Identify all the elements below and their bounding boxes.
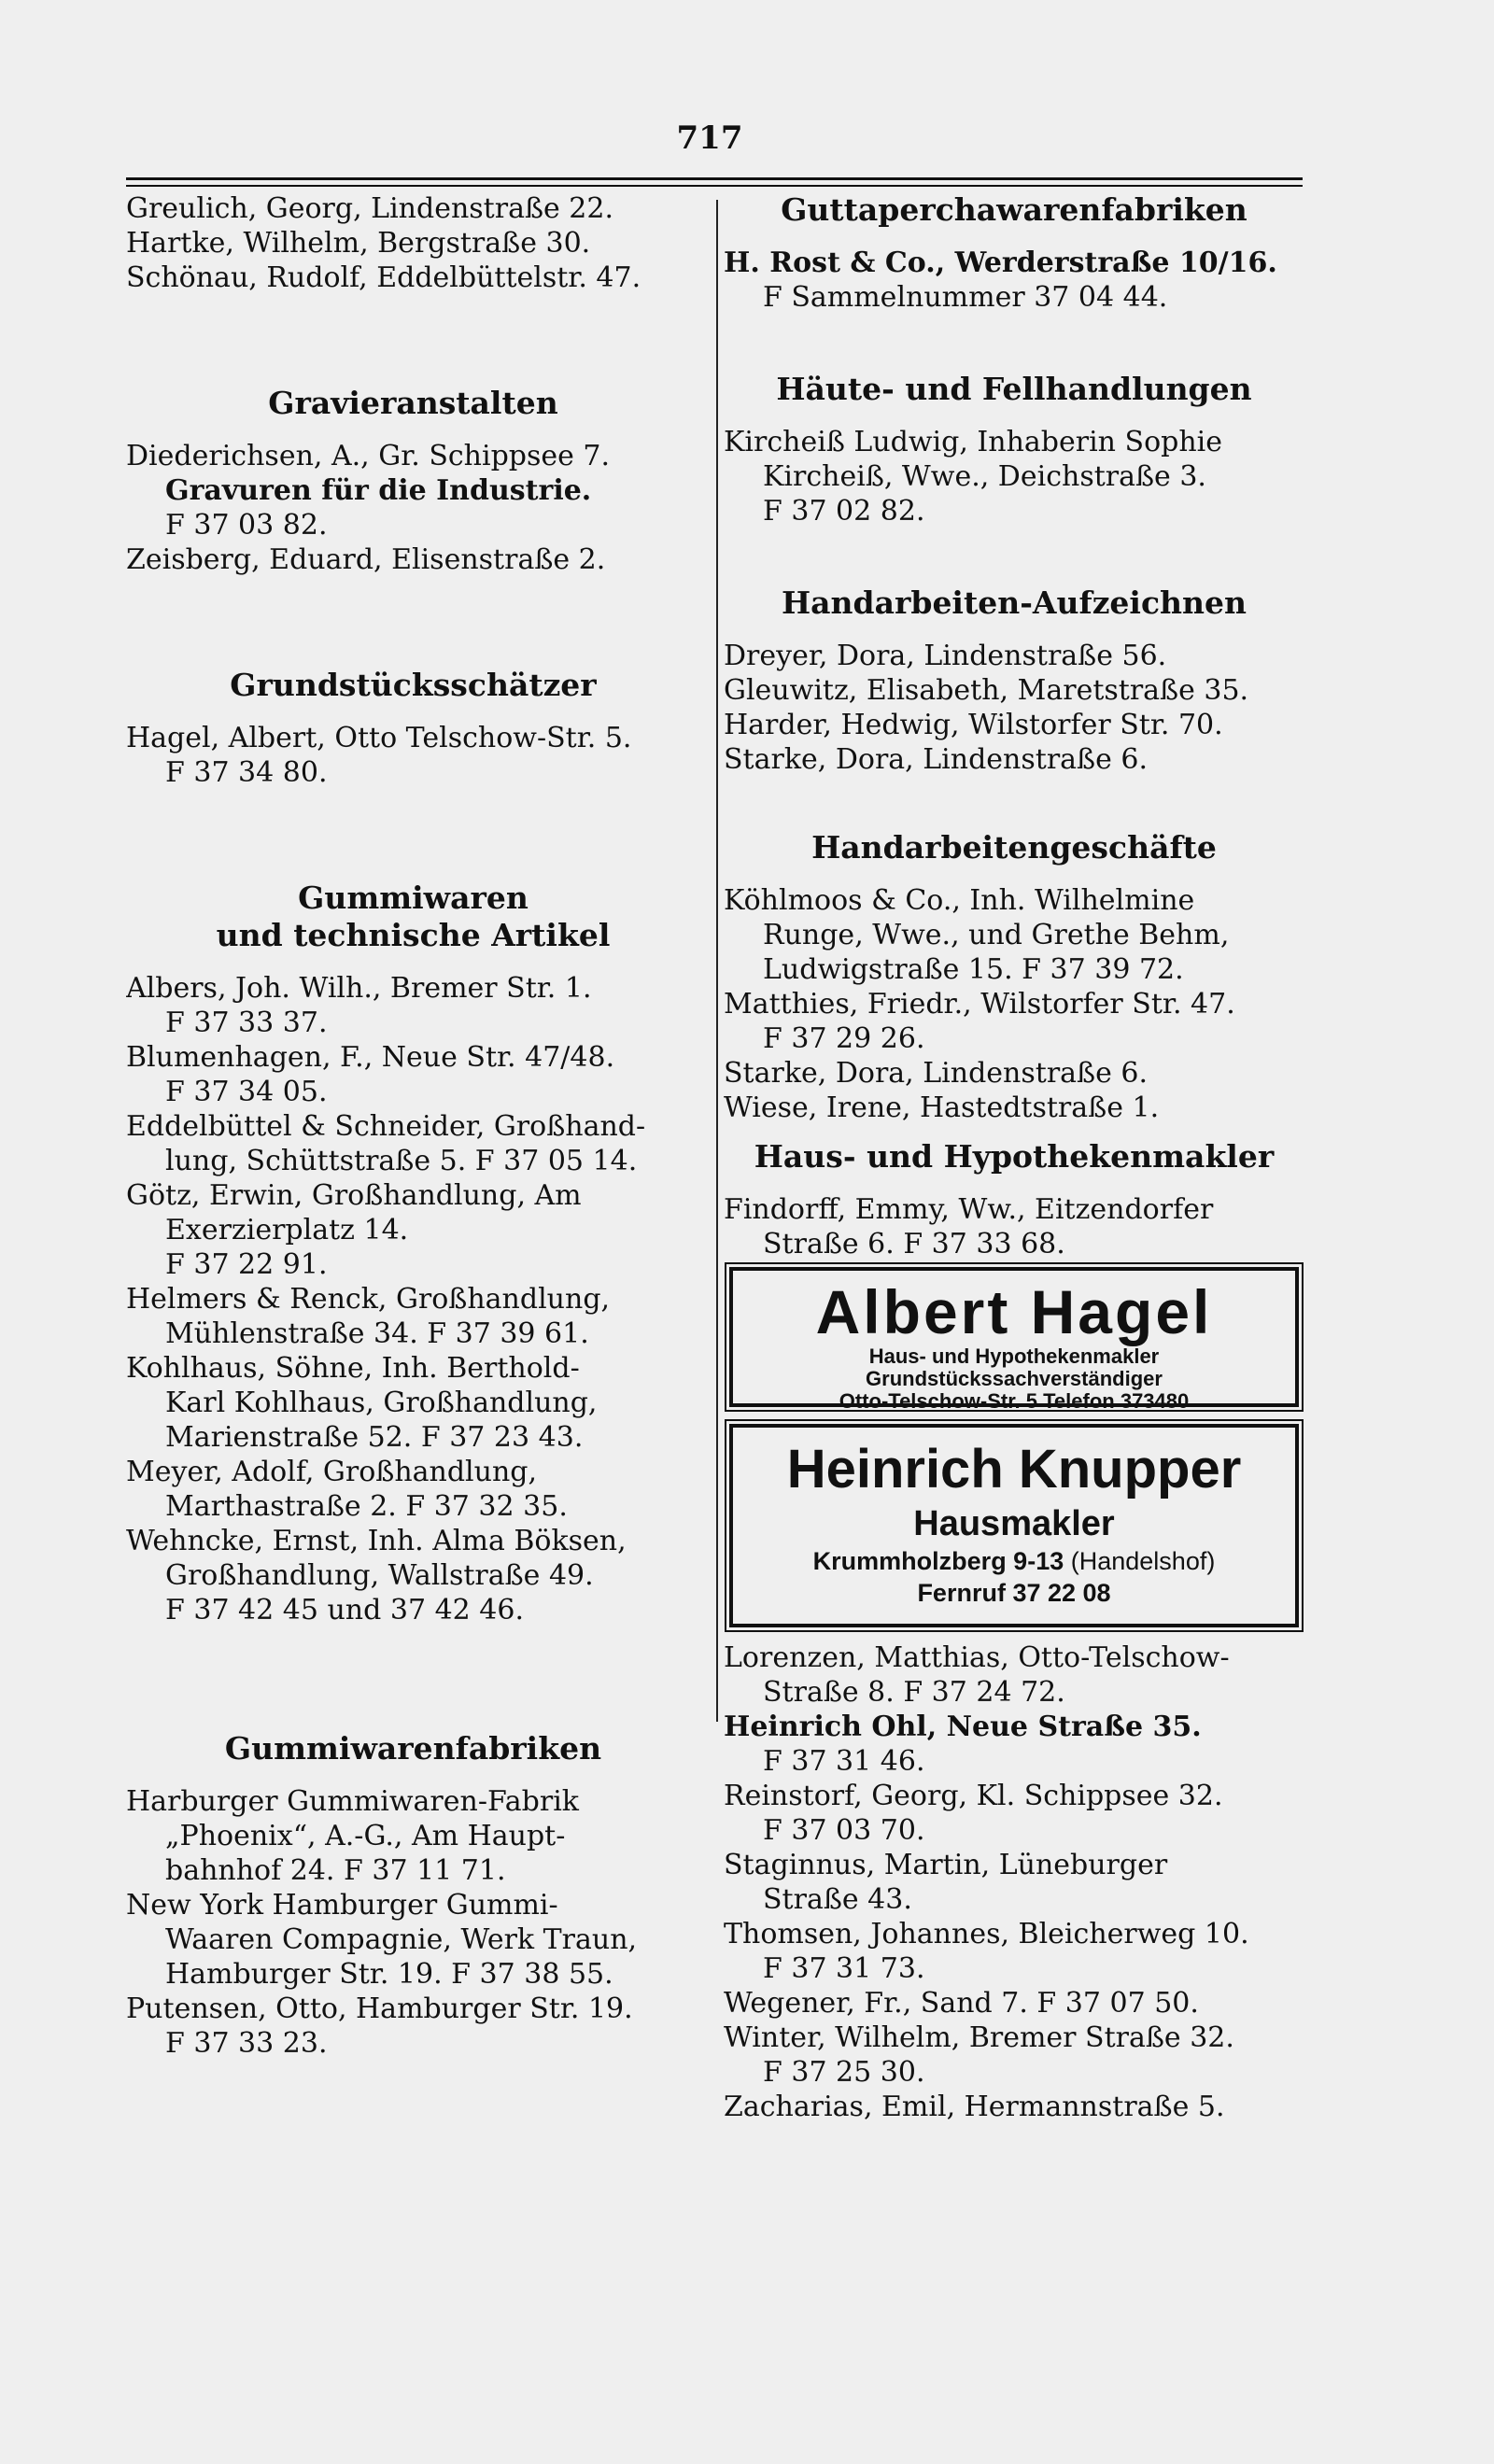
directory-entry [724,639,1304,673]
section-s2 [126,667,700,790]
section-s4 [126,1730,700,2061]
advert-name: Heinrich Knupper [786,1439,1242,1500]
entry-line: Mühlenstraße 34. F 37 39 61. [165,1317,589,1350]
entry-line: Albers, Joh. Wilh., Bremer Str. 1. [126,972,592,1005]
directory-entry [126,260,700,295]
entry-line: Helmers & Renck, Großhandlung, [126,1283,611,1316]
directory-entry [724,673,1304,708]
directory-entry [724,1848,1304,1917]
section-title: Häute- und Fellhandlungen [776,371,1252,407]
section-title: Haus- und Hypothekenmakler [754,1138,1275,1175]
entry-line: F Sammelnummer 37 04 44. [763,281,1168,314]
directory-entry [724,2020,1304,2090]
entry-line: Runge, Wwe., und Grethe Behm, [763,919,1230,951]
entry-line: Diederichsen, A., Gr. Schippsee 7. [126,440,611,472]
directory-entry [724,1779,1304,1848]
entry-line: Wiese, Irene, Hastedtstraße 1. [724,1091,1160,1124]
directory-entry [126,191,700,226]
directory-entry [724,1710,1304,1779]
header-rule-thin [126,185,1303,187]
section-r3 [724,829,1304,1125]
entry-line: Heinrich Ohl, Neue Straße 35. [724,1711,1202,1743]
directory-entry [724,1917,1304,1986]
entry-line: Hamburger Str. 19. F 37 38 55. [165,1958,613,1991]
advert-address-note: (Handelshof) [1070,1547,1216,1575]
entry-line: Zacharias, Emil, Hermannstraße 5. [724,2091,1225,2123]
entry-line: Findorff, Emmy, Ww., Eitzendorfer [724,1193,1214,1226]
section-r1 [724,371,1304,528]
entry-line: Meyer, Adolf, Großhandlung, [126,1456,538,1488]
directory-entry [126,226,700,260]
entry-line: Harder, Hedwig, Wilstorfer Str. 70. [724,709,1223,741]
entry-line: F 37 02 82. [763,495,925,528]
advert-phone-line [733,1577,1295,1609]
directory-entry [126,1040,700,1109]
advert-line: Haus- und Hypothekenmakler [868,1345,1160,1368]
entry-line: F 37 42 45 und 37 42 46. [165,1594,524,1626]
directory-entry [126,1282,700,1351]
directory-entry [126,721,700,790]
entry-line: Lorenzen, Matthias, Otto-Telschow- [724,1641,1230,1674]
entry-line: Kohlhaus, Söhne, Inh. Berthold- [126,1352,580,1385]
entry-line: F 37 29 26. [763,1022,925,1055]
entry-line: Kircheiß Ludwig, Inhaberin Sophie [724,426,1223,458]
entry-line: lung, Schüttstraße 5. F 37 05 14. [165,1145,638,1177]
entry-line: Staginnus, Martin, Lüneburger [724,1849,1168,1881]
directory-entry [724,1056,1304,1091]
directory-entry [126,1992,700,2061]
entry-line: Eddelbüttel & Schneider, Großhand- [126,1110,646,1143]
right-column-bottom [724,1640,1304,2124]
section-r2 [724,584,1304,777]
entry-line: Starke, Dora, Lindenstraße 6. [724,743,1148,776]
entry-line: Marthastraße 2. F 37 32 35. [165,1490,568,1523]
entry-line: Straße 8. F 37 24 72. [763,1676,1065,1709]
advert-phone: Fernruf 37 22 08 [917,1579,1111,1607]
entry-line: Matthies, Friedr., Wilstorfer Str. 47. [724,988,1235,1021]
page-number: 717 [676,120,743,157]
section-s0 [126,191,700,295]
directory-entry [126,1524,700,1627]
directory-entry [724,1091,1304,1125]
left-column [126,191,700,2061]
advert-heinrich-knupper [729,1424,1299,1627]
entry-line: Köhlmoos & Co., Inh. Wilhelmine [724,884,1195,917]
advert-address: Krummholzberg 9-13 [812,1547,1064,1575]
section-title: Handarbeitengeschäfte [811,829,1217,866]
entry-line: Greulich, Georg, Lindenstraße 22. [126,192,613,225]
section-title: Grundstücksschätzer [230,667,597,703]
entry-line: Thomsen, Johannes, Bleicherweg 10. [724,1918,1249,1950]
entry-line: Wegener, Fr., Sand 7. F 37 07 50. [724,1987,1199,2020]
section-r0 [724,191,1304,315]
section-title: Handarbeiten-Aufzeichnen [781,584,1247,621]
entry-line: F 37 31 46. [763,1745,925,1778]
entry-line: Waaren Compagnie, Werk Traun, [165,1923,638,1956]
entry-line: New York Hamburger Gummi- [126,1889,558,1922]
column-divider [716,200,718,1722]
entry-line: Gleuwitz, Elisabeth, Maretstraße 35. [724,674,1249,707]
entry-line: Harburger Gummiwaren-Fabrik [126,1785,579,1818]
entry-line: F 37 03 70. [763,1814,925,1847]
directory-entry [126,439,700,542]
entry-line: Zeisberg, Eduard, Elisenstraße 2. [126,543,606,576]
advert-name: Albert Hagel [815,1277,1213,1346]
advert-line: Hausmakler [913,1504,1115,1543]
advert-line: Grundstückssachverständiger [866,1367,1163,1390]
directory-entry [724,246,1304,315]
entry-line: Schönau, Rudolf, Eddelbüttelstr. 47. [126,261,641,294]
entry-line: Starke, Dora, Lindenstraße 6. [724,1057,1148,1090]
directory-entry [724,425,1304,528]
advert-address-line [733,1545,1295,1577]
entry-line: F 37 33 23. [165,2027,328,2060]
directory-entry [724,1192,1304,1261]
entry-line: bahnhof 24. F 37 11 71. [165,1854,506,1887]
section-title: Guttaperchawarenfabriken [781,191,1247,228]
section-title: Gummiwaren und technische Artikel [216,880,611,953]
entry-line: Hartke, Wilhelm, Bergstraße 30. [126,227,591,260]
directory-entry [724,708,1304,742]
entry-line: Dreyer, Dora, Lindenstraße 56. [724,640,1167,672]
section-s1 [126,385,700,577]
entry-line: F 37 34 80. [165,756,328,789]
right-column [724,191,1304,2124]
directory-entry [126,1351,700,1455]
entry-line: Wehncke, Ernst, Inh. Alma Böksen, [126,1525,627,1557]
entry-line: „Phoenix“, A.-G., Am Haupt- [165,1820,566,1852]
directory-entry [126,542,700,577]
directory-entry [724,987,1304,1056]
entry-line: Marienstraße 52. F 37 23 43. [165,1421,584,1454]
directory-entry [126,1784,700,1888]
section-r4 [724,1138,1304,1261]
directory-entry [724,742,1304,777]
entry-line: Großhandlung, Wallstraße 49. [165,1559,594,1592]
entry-line: H. Rost & Co., Werderstraße 10/16. [724,246,1277,279]
entry-line: Blumenhagen, F., Neue Str. 47/48. [126,1041,615,1074]
advert-line: Otto-Telschow-Str. 5 Telefon 373480 [839,1389,1190,1413]
section-title: Gravieranstalten [268,385,558,421]
directory-entry [724,1640,1304,1710]
entry-line: F 37 33 37. [165,1007,328,1039]
directory-entry [126,971,700,1040]
directory-entry [126,1109,700,1178]
advert-albert-hagel [729,1267,1299,1413]
entry-line: F 37 25 30. [763,2056,925,2089]
entry-line: Putensen, Otto, Hamburger Str. 19. [126,1992,633,2025]
entry-line: Winter, Wilhelm, Bremer Straße 32. [724,2021,1234,2054]
entry-line: Kircheiß, Wwe., Deichstraße 3. [763,460,1206,493]
directory-entry [724,2090,1304,2124]
entry-line: Ludwigstraße 15. F 37 39 72. [763,953,1184,986]
entry-line: Götz, Erwin, Großhandlung, Am [126,1179,582,1212]
directory-entry [126,1178,700,1282]
entry-line: F 37 03 82. [165,509,328,542]
entry-line: Hagel, Albert, Otto Telschow-Str. 5. [126,722,632,754]
entry-line: F 37 34 05. [165,1076,328,1108]
entry-line: Reinstorf, Georg, Kl. Schippsee 32. [724,1780,1223,1812]
directory-entry [724,1986,1304,2020]
entry-line: Straße 6. F 37 33 68. [763,1228,1065,1260]
entry-line: Straße 43. [763,1883,912,1916]
entry-line: Exerzierplatz 14. [165,1214,409,1246]
entry-line: Karl Kohlhaus, Großhandlung, [165,1387,598,1419]
entry-line: F 37 22 91. [165,1248,328,1281]
directory-entry [724,883,1304,987]
right-column-top [724,191,1304,1261]
section-title: Gummiwarenfabriken [224,1730,602,1767]
directory-entry [126,1455,700,1524]
directory-entry [126,1888,700,1992]
section-s3 [126,880,700,1627]
entry-line: F 37 31 73. [763,1952,925,1985]
header-rule [126,177,1303,180]
entry-line: Gravuren für die Industrie. [165,474,592,507]
